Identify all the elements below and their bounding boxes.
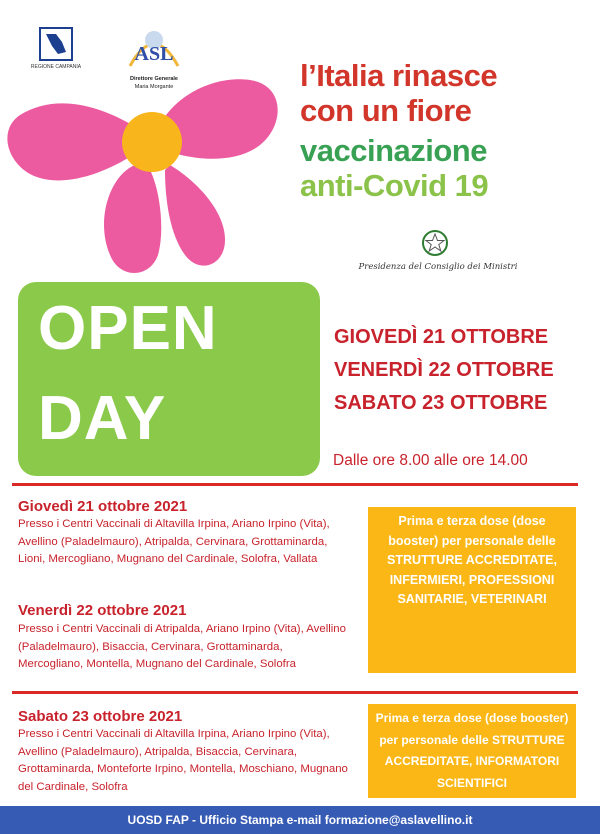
target-box-1: Prima e terza dose (dose booster) per personale delle STRUTTURE ACCREDITATE, INFERMIERI, PROFESSIONI SANITARIE, VETERINARI	[368, 507, 576, 673]
flower-icon	[0, 70, 290, 285]
open-day-line-1: OPEN	[38, 294, 218, 363]
open-day-line-2: DAY	[38, 384, 167, 453]
section-body-venerdi: Presso i Centri Vaccinali di Atripalda, Ariano Irpino (Vita), Avellino (Paladelmauro), Bisaccia, Cervinara, Grottaminarda, Mercogliano, Montella, Mugnano del Cardinale, Solofra	[18, 623, 346, 670]
hours-text: Dalle ore 8.00 alle ore 14.00	[333, 452, 528, 469]
target-box-2: Prima e terza dose (dose booster) per personale delle STRUTTURE ACCREDITATE, INFORMATORI SCIENTIFICI	[368, 704, 576, 798]
section-body-giovedi: Presso i Centri Vaccinali di Altavilla Irpina, Ariano Irpino (Vita), Avellino (Paladelmauro), Atripalda, Cervinara, Grottaminarda, Lioni, Mercogliano, Mugnano del Cardinale, Solofra, Vallata	[18, 518, 330, 565]
footer-contact: UOSD FAP - Ufficio Stampa e-mail formazione@aslavellino.it	[0, 806, 600, 834]
italian-emblem-icon	[420, 228, 450, 258]
campania-caption: REGIONE CAMPANIA	[30, 64, 82, 70]
asl-caption-title: Direttore Generale	[130, 76, 178, 82]
date-line-3: SABATO 23 OTTOBRE	[334, 392, 548, 414]
headline-line-4: anti-Covid 19	[300, 168, 489, 203]
headline-line-3: vaccinazione	[300, 133, 487, 168]
presidenza-caption: Presidenza del Consiglio dei Ministri	[358, 262, 518, 272]
section-title-giovedi: Giovedì 21 ottobre 2021	[18, 498, 188, 515]
section-title-sabato: Sabato 23 ottobre 2021	[18, 708, 183, 725]
headline-line-1: l’Italia rinasce	[300, 58, 498, 93]
divider-1	[12, 483, 578, 486]
asl-logo-icon	[124, 26, 184, 70]
section-title-venerdi: Venerdì 22 ottobre 2021	[18, 602, 187, 619]
section-body-sabato: Presso i Centri Vaccinali di Altavilla Irpina, Ariano Irpino (Vita), Avellino (Paladelmauro), Atripalda, Bisaccia, Cervinara, Grottaminarda, Monteforte Irpino, Montella, Moschiano, Mugnano del Cardinale, Solofra	[18, 728, 348, 793]
divider-2	[12, 691, 578, 694]
date-line-2: VENERDÌ 22 OTTOBRE	[334, 359, 554, 381]
asl-logo-text: ASL	[134, 43, 174, 65]
asl-caption-name: Maria Morgante	[134, 84, 174, 90]
headline-line-2: con un fiore	[300, 93, 472, 128]
date-line-1: GIOVEDÌ 21 OTTOBRE	[334, 326, 549, 348]
